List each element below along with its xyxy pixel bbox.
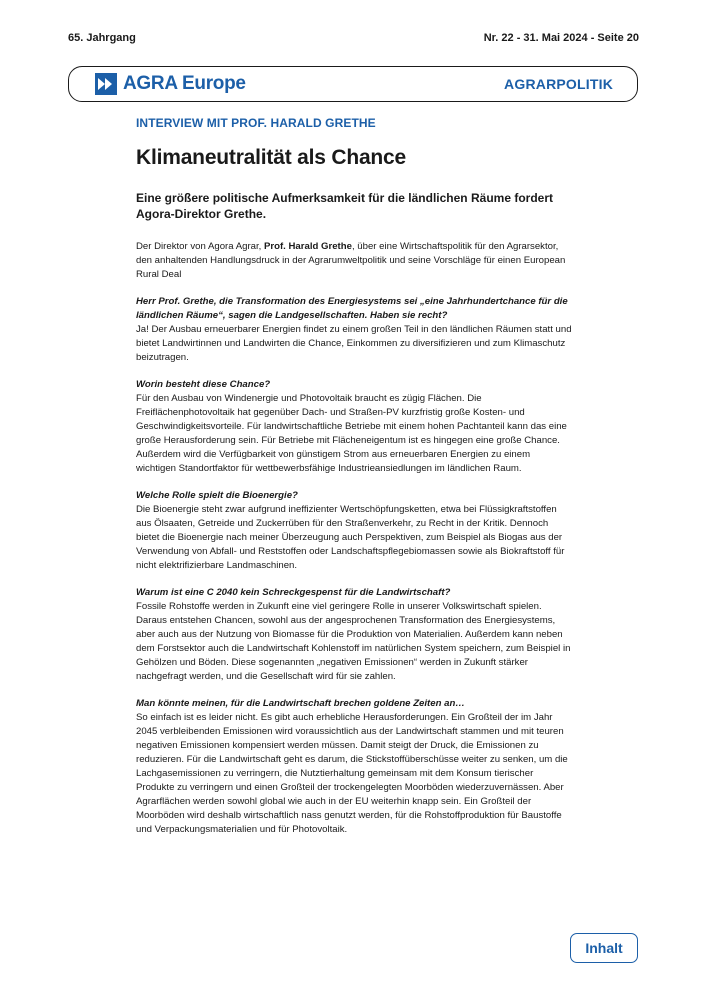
answer: Ja! Der Ausbau erneuerbarer Energien findet zu einem großen Teil in den ländlichen Räumen statt und bietet Landwirtinnen und Landwirten die Chance, Einkommen zu diversifizieren und zum Klimaschutz beizutragen. bbox=[136, 324, 572, 363]
header-banner bbox=[68, 66, 638, 102]
issue-label: Nr. 22 - 31. Mai 2024 - Seite 20 bbox=[483, 32, 639, 44]
section-label: AGRARPOLITIK bbox=[504, 76, 613, 92]
page-meta bbox=[68, 32, 639, 44]
brand-logo[interactable] bbox=[95, 73, 246, 95]
article-lead bbox=[136, 240, 572, 282]
answer: Für den Ausbau von Windenergie und Photovoltaik braucht es zügig Flächen. Die Freiflächenphotovoltaik hat gegenüber Dach- und Straßen-PV kurzfristig große Kosten- und Geschwindigkeitsvorteile. Für landwirtschaftliche Betriebe mit einem hohen Pachtanteil kann das eine große Herausforderung sein. Für Betriebe mit Flächeneigentum ist es hingegen eine große Chance. Außerdem wird die Verfügbarkeit von günstigem Strom aus erneuerbaren Energien zu einem wichtigen Standortfaktor für wettbewerbsfähige Industrieansiedlungen im ländlichen Raum. bbox=[136, 393, 567, 474]
question: Worin besteht diese Chance? bbox=[136, 379, 271, 390]
qa-block bbox=[136, 378, 572, 476]
lead-prefix: Der Direktor von Agora Agrar, bbox=[136, 241, 264, 252]
lead-suffix: , über eine Wirtschaftspolitik für den Agrarsektor, den anhaltenden Handlungsdruck in der Agrarumweltpolitik und seine Vorschläge für einen European Rural Deal bbox=[136, 241, 566, 280]
qa-block bbox=[136, 586, 572, 684]
question: Herr Prof. Grethe, die Transformation des Energiesystems sei „eine Jahrhundertchance für die ländlichen Räume“, sagen die Landgesellschaften. Haben sie recht? bbox=[136, 296, 568, 321]
lead-name: Prof. Harald Grethe bbox=[263, 241, 352, 252]
brand-name: AGRA Europe bbox=[123, 73, 246, 94]
question: Welche Rolle spielt die Bioenergie? bbox=[136, 490, 298, 501]
answer: Fossile Rohstoffe werden in Zukunft eine viel geringere Rolle in unserer Volkswirtschaft spielen. Daraus entstehen Chancen, sowohl aus der angesprochenen Transformation des Energiesystems, aber auch aus der Nutzung von Biomasse für die Produktion von Materialien. Außerdem kann neben dem Forstsektor auch die Landwirtschaft Kohlenstoff im natürlichen System speichern, zum Beispiel in Gehölzen und Böden. Diese sogenannten „negativen Emissionen“ werden in Zukunft stärker nachgefragt werden, und die Gesellschaft wird für sie zahlen. bbox=[136, 601, 571, 682]
qa-block bbox=[136, 295, 572, 365]
article-kicker: INTERVIEW MIT PROF. HARALD GRETHE bbox=[136, 116, 376, 130]
article bbox=[136, 116, 572, 837]
brand-arrows-icon bbox=[95, 73, 117, 95]
question: Warum ist eine C 2040 kein Schreckgespenst für die Landwirtschaft? bbox=[136, 587, 451, 598]
qa-block bbox=[136, 697, 572, 837]
volume-label: 65. Jahrgang bbox=[68, 32, 136, 44]
answer: So einfach ist es leider nicht. Es gibt auch erhebliche Herausforderungen. Ein Großteil der im Jahr 2045 verbleibenden Emissionen wird voraussichtlich aus der Landwirtschaft stammen und mit teuren negativen Emissionen kompensiert werden müssen. Damit steigt der Druck, die Emissionen zu reduzieren. Für die Landwirtschaft geht es darum, die Stickstoffüberschüsse weiter zu senken, um die Lachgasemissionen zu verringern, die Nutztierhaltung gemeinsam mit dem Konsum tierischer Produkte zu verringern und einen Großteil der trockengelegten Moorböden wiederzuvernässen. Aber Agrarflächen werden sowohl global wie auch in der EU weiterhin knapp sein. Ein Großteil der Moorböden wird deshalb wirtschaftlich nass genutzt werden, für die Rohstoffproduktion für Baustoffe und Verpackungsmaterialien und für Photovoltaik. bbox=[136, 712, 568, 835]
article-subtitle: Eine größere politische Aufmerksamkeit für die ländlichen Räume fordert Agora-Direktor Grethe. bbox=[136, 191, 553, 221]
answer: Die Bioenergie steht zwar aufgrund ineffizienter Wertschöpfungsketten, etwa bei Flüssigkraftstoffen aus Ölsaaten, Getreide und Zuckerrüben für den Straßenverkehr, zu Recht in der Kritik. Dennoch bietet die Bioenergie nach meiner Überzeugung auch Perspektiven, zum Beispiel als Biogas aus der Verwendung von Abfall- und Reststoffen oder Landschaftspflegebiomassen sowie als Biokraftstoff für nicht elektrifizierbare Landmaschinen. bbox=[136, 504, 565, 571]
article-title: Klimaneutralität als Chance bbox=[136, 146, 407, 169]
qa-block bbox=[136, 489, 572, 573]
question: Man könnte meinen, für die Landwirtschaft brechen goldene Zeiten an… bbox=[136, 698, 465, 709]
table-of-contents-button[interactable]: Inhalt bbox=[570, 933, 638, 963]
